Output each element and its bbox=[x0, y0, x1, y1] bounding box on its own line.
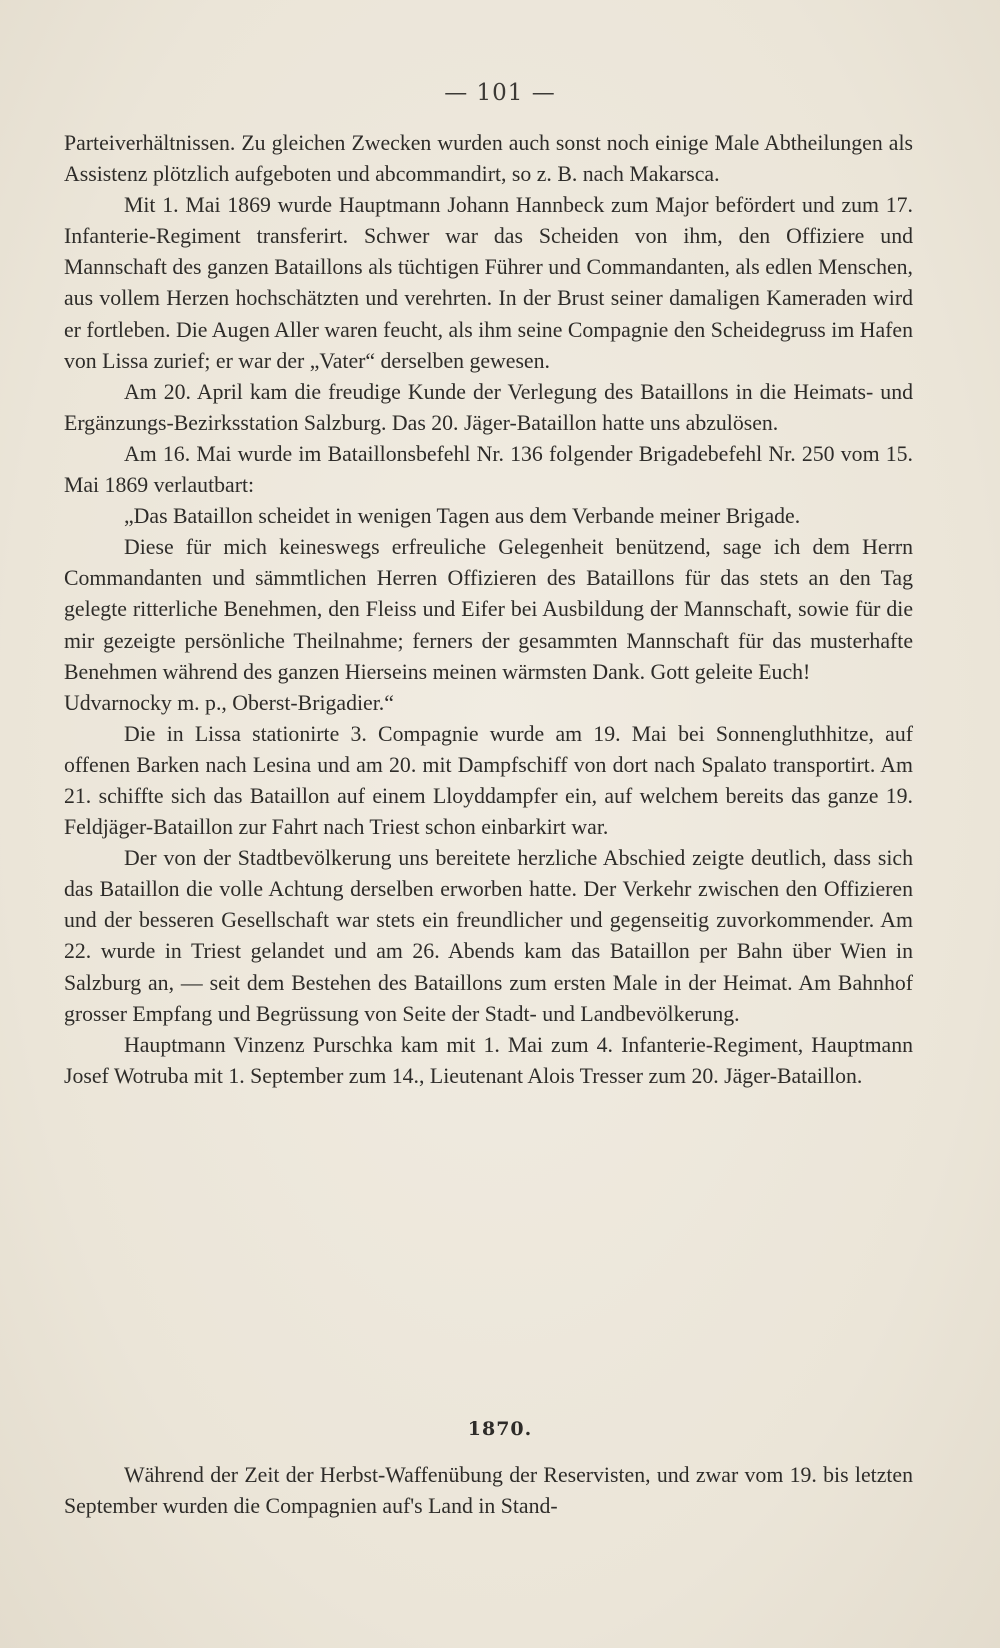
main-text bbox=[64, 128, 913, 1092]
paragraph: Am 20. April kam die freudige Kunde der Verlegung des Bataillons in die Heimats- und Ergänzungs-Bezirksstation Salzburg. Das 20. Jäger-Bataillon hatte uns abzulösen. bbox=[64, 379, 913, 435]
paragraph: Am 16. Mai wurde im Bataillonsbefehl Nr. 136 folgender Brigadebefehl Nr. 250 vom 15. Mai 1869 verlautbart: bbox=[64, 441, 913, 498]
page-number: — 101 — bbox=[444, 80, 556, 106]
paragraph: „Das Bataillon scheidet in wenigen Tagen aus dem Verbande meiner Brigade. bbox=[124, 504, 801, 529]
paragraph: Parteiverhältnissen. Zu gleichen Zwecken wurden auch sonst noch einige Male Abtheilungen als Assistenz plötzlich aufgeboten und abcommandirt, so z. B. nach Makarsca. bbox=[64, 131, 913, 187]
paragraph: Die in Lissa stationirte 3. Compagnie wurde am 19. Mai bei Sonnengluthhitze, auf offenen Barken nach Lesina und am 20. mit Dampfschiff von dort nach Spalato transportirt. Am 21. schiffte sich das Bataillon auf einem Lloyddampfer ein, auf welchem bereits das ganze 19. Feldjäger-Bataillon zur Fahrt nach Triest schon einbarkirt war. bbox=[64, 721, 913, 840]
section-heading: 1870. bbox=[467, 1418, 533, 1440]
section-text bbox=[64, 1460, 913, 1522]
paragraph: Während der Zeit der Herbst-Waffenübung der Reservisten, und zwar vom 19. bis letzten September wurden die Compagnien auf's Land in Stand- bbox=[64, 1463, 913, 1519]
signature-line: Udvarnocky m. p., Oberst-Brigadier.“ bbox=[64, 690, 394, 715]
paragraph: Diese für mich keineswegs erfreuliche Gelegenheit benützend, sage ich dem Herrn Commandanten und sämmtlichen Herren Offizieren des Bataillons für das stets an den Tag gelegte ritterliche Benehmen, den Fleiss und Eifer bei Ausbildung der Mannschaft, sowie für die mir gezeigte persönliche Theilnahme; ferners der gesammten Mannschaft für das musterhafte Benehmen während des ganzen Hierseins meinen wärmsten Dank. Gott geleite Euch! bbox=[64, 535, 913, 684]
paragraph: Hauptmann Vinzenz Purschka kam mit 1. Mai zum 4. Infanterie-Regiment, Hauptmann Josef Wotruba mit 1. September zum 14., Lieutenant Alois Tresser zum 20. Jäger-Bataillon. bbox=[64, 1032, 913, 1088]
paragraph: Der von der Stadtbevölkerung uns bereitete herzliche Abschied zeigte deutlich, dass sich das Bataillon die volle Achtung derselben erworben hatte. Der Verkehr zwischen den Offizieren und der besseren Gesellschaft war stets ein freundlicher und gegenseitig zuvorkommender. Am 22. wurde in Triest gelandet und am 26. Abends kam das Bataillon per Bahn über Wien in Salzburg an, — seit dem Bestehen des Bataillons zum ersten Male in der Heimat. Am Bahnhof grosser Empfang und Begrüssung von Seite der Stadt- und Landbevölkerung. bbox=[64, 846, 913, 1026]
paragraph: Mit 1. Mai 1869 wurde Hauptmann Johann Hannbeck zum Major befördert und zum 17. Infanterie-Regiment transferirt. Schwer war das Scheiden von ihm, den Offiziere und Mannschaft des ganzen Bataillons als tüchtigen Führer und Commandanten, als edlen Menschen, aus vollem Herzen hochschätzten und verehrten. In der Brust seiner damaligen Kameraden wird er fortleben. Die Augen Aller waren feucht, als ihm seine Compagnie den Scheidegruss im Hafen von Lissa zurief; er war der „Vater“ derselben gewesen. bbox=[64, 193, 913, 373]
